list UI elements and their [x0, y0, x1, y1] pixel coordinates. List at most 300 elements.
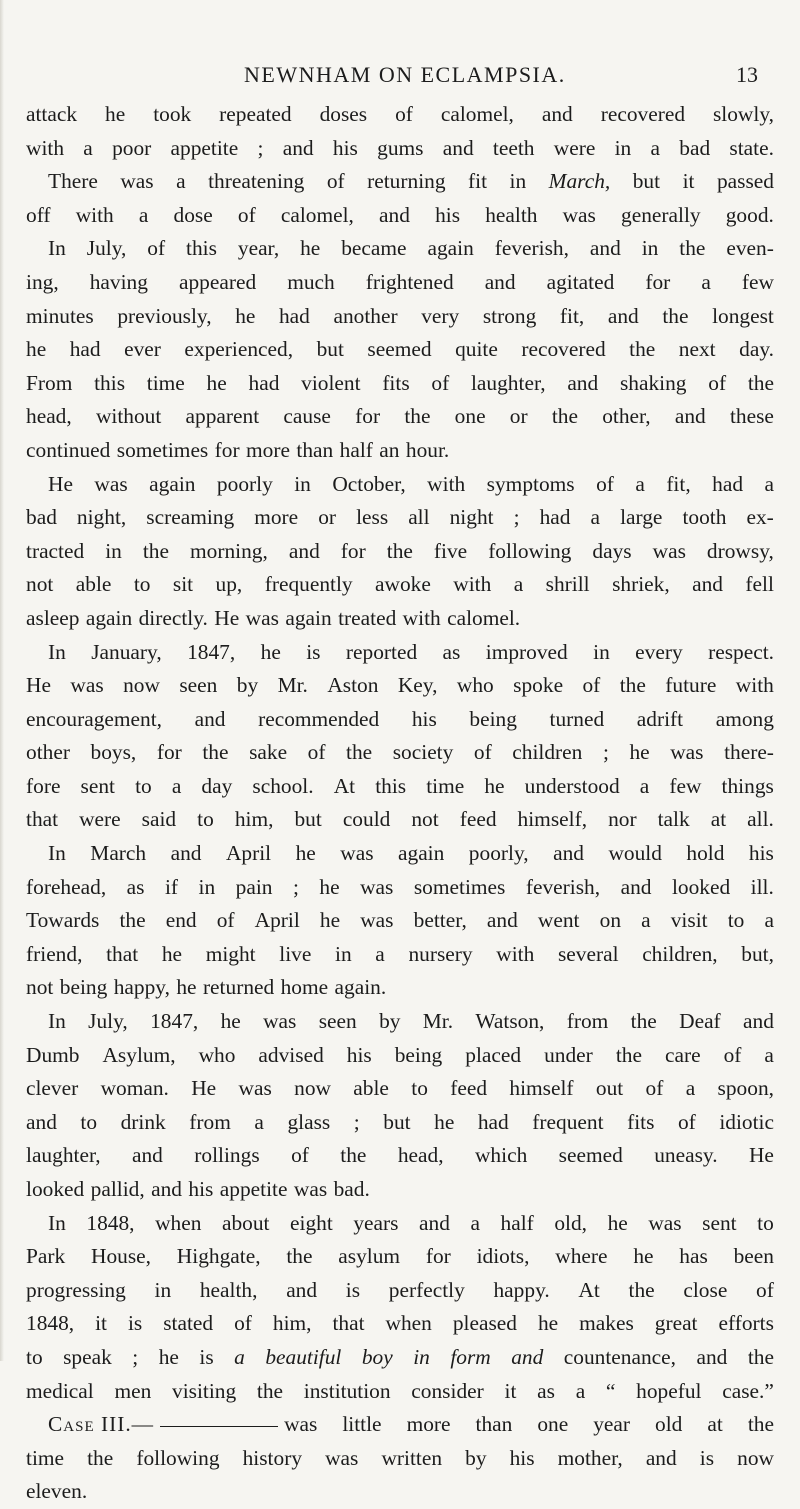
word: sake: [249, 740, 288, 765]
word: much: [287, 269, 335, 294]
word: year,: [237, 236, 280, 261]
word: by: [379, 1009, 401, 1034]
word: large: [620, 505, 663, 530]
word: he: [176, 975, 197, 1000]
word: he: [633, 1244, 654, 1269]
word: a: [171, 773, 182, 798]
word: future: [665, 673, 717, 698]
word: drowsy,: [706, 538, 774, 563]
word: is: [699, 1445, 715, 1470]
word: he: [220, 1009, 241, 1034]
word: time: [426, 773, 465, 798]
word: his: [509, 1445, 535, 1470]
word: ex-: [746, 505, 774, 530]
word: 1848,: [86, 1210, 135, 1235]
text-line: [26, 400, 774, 434]
word: the: [340, 1143, 367, 1168]
word: in: [413, 1344, 430, 1369]
word: Aston: [327, 673, 379, 698]
word: In: [48, 841, 66, 866]
word: and: [442, 135, 474, 160]
text-line: [26, 703, 774, 737]
word: There: [48, 169, 98, 194]
word: nor: [608, 807, 637, 832]
word: In: [48, 639, 66, 664]
word: eleven.: [26, 1479, 88, 1504]
word: the: [286, 1244, 313, 1269]
word: history: [242, 1445, 303, 1470]
word: feverish,: [494, 236, 569, 261]
word: nursery: [408, 941, 473, 966]
word: seemed: [367, 337, 432, 362]
word: seen: [179, 673, 218, 698]
word: again: [85, 605, 133, 630]
word: mother,: [557, 1445, 623, 1470]
word: the: [615, 1042, 642, 1067]
word: and: [511, 1344, 544, 1369]
word: and: [484, 269, 516, 294]
word: even-: [726, 236, 774, 261]
word: and: [288, 538, 320, 563]
word: He: [214, 605, 240, 630]
word: July,: [88, 1009, 128, 1034]
text-line: [26, 434, 774, 468]
word: again: [149, 471, 196, 496]
word: himself: [509, 1076, 574, 1101]
text-line: [26, 132, 774, 166]
word: reported: [345, 639, 418, 664]
word: a: [641, 908, 651, 933]
word: In: [48, 1009, 66, 1034]
word: half: [339, 437, 373, 462]
word: there-: [724, 740, 774, 765]
word: again: [285, 605, 332, 630]
word: his: [188, 1177, 214, 1201]
word: old,: [554, 1210, 588, 1235]
word: was: [284, 1412, 318, 1437]
word: care: [664, 1042, 701, 1067]
word: cause: [283, 404, 331, 429]
word: poorly,: [468, 841, 529, 866]
case-line-head: [48, 1408, 284, 1442]
word: glass: [287, 1109, 331, 1134]
word: is: [127, 1311, 143, 1336]
word: ;: [257, 135, 264, 160]
word: but: [383, 1109, 411, 1134]
word: again.: [334, 975, 387, 1000]
word: longest: [712, 303, 774, 328]
word: from: [566, 1009, 609, 1034]
word: that: [106, 941, 139, 966]
word: he: [537, 1311, 559, 1336]
word: live: [279, 941, 312, 966]
word: slowly,: [712, 102, 774, 126]
word: quite: [455, 337, 498, 362]
word: the: [619, 673, 646, 698]
word: tooth: [682, 505, 727, 530]
word: things: [721, 773, 774, 798]
word: a: [176, 169, 186, 194]
word: the: [630, 1009, 657, 1034]
word: again: [398, 841, 445, 866]
word: respect.: [708, 639, 774, 664]
word: of: [723, 1042, 742, 1067]
word: being: [469, 706, 517, 731]
word: than: [475, 1412, 513, 1437]
word: a: [764, 1042, 774, 1067]
word: passed: [716, 169, 774, 194]
word: had: [712, 471, 744, 496]
word: when: [155, 1210, 202, 1235]
word: among: [715, 706, 774, 731]
word: the: [142, 538, 169, 563]
word: half: [500, 1210, 534, 1235]
word: speak: [63, 1344, 112, 1369]
word: the: [747, 370, 774, 395]
word: From: [26, 370, 73, 395]
word: to: [133, 572, 151, 597]
word: with: [735, 673, 774, 698]
word: every: [635, 639, 683, 664]
word: school.: [252, 773, 314, 798]
word: and: [692, 572, 723, 597]
word: Mr.: [422, 1009, 454, 1034]
word: calomel,: [440, 102, 514, 126]
word: appetite: [219, 1177, 288, 1201]
word: beautiful: [265, 1344, 342, 1369]
word: his: [435, 202, 461, 227]
word: strong: [482, 303, 537, 328]
word: up,: [215, 572, 243, 597]
word: he: [434, 1109, 455, 1134]
word: state.: [729, 135, 774, 160]
word: January,: [91, 639, 162, 664]
word: recommended: [258, 706, 380, 731]
text-line: [26, 904, 774, 938]
word: efforts: [718, 1311, 774, 1336]
word: as: [537, 1378, 555, 1403]
word: a: [83, 135, 93, 160]
word: symptoms: [486, 471, 575, 496]
text-line: [26, 199, 774, 233]
word: year: [593, 1412, 631, 1437]
word: a: [575, 1378, 586, 1403]
word: fit,: [559, 303, 585, 328]
text-line: [26, 736, 774, 770]
word: the: [747, 1412, 774, 1437]
word: returning: [367, 169, 446, 194]
word: understood: [524, 773, 620, 798]
word: were: [79, 807, 121, 832]
word: day.: [739, 337, 774, 362]
word: appetite: [170, 135, 239, 160]
word: violent: [301, 370, 361, 395]
word: laughter,: [470, 370, 546, 395]
word: Asylum,: [102, 1042, 176, 1067]
word: fore: [26, 773, 61, 798]
word: following: [488, 538, 572, 563]
word: the: [202, 740, 229, 765]
text-line: [26, 266, 774, 300]
word: of: [473, 740, 492, 765]
word: has: [679, 1244, 708, 1269]
word: was: [652, 538, 686, 563]
word: is: [306, 639, 321, 664]
word: he: [295, 841, 316, 866]
text-line: [26, 1106, 774, 1140]
word: able: [353, 1076, 389, 1101]
word: him,: [272, 1311, 312, 1336]
word: little: [342, 1412, 382, 1437]
word: of: [237, 202, 256, 227]
word: He: [48, 471, 73, 496]
word: House,: [91, 1244, 152, 1269]
word: with: [402, 605, 441, 630]
word: and: [151, 1177, 182, 1201]
running-head: NEWNHAM ON ECLAMPSIA.: [244, 62, 566, 87]
text-line: [26, 1072, 774, 1106]
word: uneasy.: [654, 1143, 718, 1168]
word: eight: [290, 1210, 333, 1235]
word: Watson,: [475, 1009, 545, 1034]
word: shrill: [545, 572, 590, 597]
word: he: [300, 236, 321, 261]
word: society: [392, 740, 454, 765]
word: old: [655, 1412, 683, 1437]
word: rollings: [194, 1143, 260, 1168]
word: more: [246, 437, 290, 462]
word: as: [442, 639, 461, 664]
word: form: [450, 1344, 491, 1369]
text-line: [26, 837, 774, 871]
word: is: [345, 1277, 361, 1302]
word: where: [555, 1244, 608, 1269]
word: was: [325, 1445, 359, 1470]
word: Key,: [397, 673, 438, 698]
word: was: [120, 169, 154, 194]
word: was: [263, 1009, 297, 1034]
word: following: [136, 1445, 220, 1470]
word: agitated: [546, 269, 615, 294]
word: apparent: [185, 404, 260, 429]
word: boy: [361, 1344, 393, 1369]
word: visiting: [172, 1378, 237, 1403]
word: under: [544, 1042, 593, 1067]
word: as: [126, 874, 145, 899]
word: ;: [292, 874, 299, 899]
word: seen: [318, 1009, 357, 1034]
word: by: [465, 1445, 487, 1470]
word: fits: [627, 1109, 655, 1134]
text-line: [26, 367, 774, 401]
word: had: [69, 337, 101, 362]
word: it: [95, 1311, 107, 1336]
word: progressing: [26, 1277, 126, 1302]
word: other: [26, 740, 70, 765]
word: a: [513, 572, 524, 597]
word: had: [477, 1109, 509, 1134]
word: all.: [747, 807, 774, 832]
word: one: [537, 1412, 569, 1437]
word: was: [562, 202, 596, 227]
word: was: [340, 841, 374, 866]
word: but: [294, 807, 322, 832]
word: gums: [377, 135, 424, 160]
word: of: [645, 1076, 664, 1101]
text-line: [26, 300, 774, 334]
word: if: [164, 874, 179, 899]
word: the: [119, 908, 146, 933]
word: a: [764, 471, 774, 496]
word: shaking: [619, 370, 687, 395]
word: previously,: [117, 303, 212, 328]
word: an: [379, 437, 400, 462]
word: screaming: [146, 505, 235, 530]
word: in: [509, 169, 527, 194]
word: of: [326, 169, 345, 194]
word: in: [593, 639, 610, 664]
word: been: [733, 1244, 774, 1269]
word: time: [146, 370, 185, 395]
text-line: [26, 535, 774, 569]
word: idiots,: [476, 1244, 530, 1269]
word: fit,: [666, 471, 691, 496]
word: institution: [303, 1378, 391, 1403]
word: few: [741, 269, 774, 294]
word: to: [727, 908, 745, 933]
word: a: [635, 471, 645, 496]
word: in: [198, 874, 216, 899]
word: about: [221, 1210, 270, 1235]
word: ill.: [750, 874, 774, 899]
word: friend,: [26, 941, 83, 966]
word: he: [484, 773, 505, 798]
word: bad.: [333, 1177, 370, 1201]
word: and: [282, 135, 314, 160]
word: for: [214, 437, 240, 462]
word: days: [592, 538, 632, 563]
word: of: [395, 102, 413, 126]
text-line: [26, 1240, 774, 1274]
text-line: [26, 1408, 774, 1442]
word: hour.: [405, 437, 450, 462]
text-line: [26, 1375, 774, 1409]
word: countenance,: [563, 1344, 677, 1369]
word: and: [286, 1277, 318, 1302]
word: 1847,: [150, 1009, 199, 1034]
word: consider: [411, 1378, 484, 1403]
word: sometimes: [413, 874, 506, 899]
word: better,: [413, 908, 467, 933]
word: threatening: [208, 169, 305, 194]
word: he: [161, 941, 183, 966]
word: was: [670, 740, 704, 765]
word: at: [710, 807, 727, 832]
word: in: [641, 236, 659, 261]
word: to: [197, 807, 214, 832]
word: another: [333, 303, 398, 328]
word: close: [683, 1277, 728, 1302]
word: without: [95, 404, 162, 429]
word: or: [318, 505, 337, 530]
word: laughter,: [26, 1143, 101, 1168]
word: April: [254, 908, 300, 933]
word: who: [198, 1042, 236, 1067]
word: medical: [26, 1378, 94, 1403]
word: in: [614, 135, 632, 160]
word: of: [431, 370, 450, 395]
word: night,: [76, 505, 127, 530]
word: encouragement,: [26, 706, 162, 731]
text-line: [26, 871, 774, 905]
word: He: [26, 673, 51, 698]
word: Towards: [26, 908, 100, 933]
word: and: [541, 102, 573, 126]
word: that: [332, 1311, 365, 1336]
word: his: [411, 706, 437, 731]
word: tracted: [26, 538, 85, 563]
word: experienced,: [184, 337, 294, 362]
word: the: [346, 740, 373, 765]
word: for: [340, 538, 366, 563]
word: but: [316, 337, 344, 362]
text-line: [26, 602, 774, 636]
word: and: [567, 370, 599, 395]
word: years: [353, 1210, 399, 1235]
word: generally: [621, 202, 701, 227]
word: with: [496, 941, 535, 966]
word: feed: [450, 1076, 488, 1101]
word: shriek,: [612, 572, 670, 597]
word: calomel.: [447, 605, 521, 630]
word: of: [708, 370, 727, 395]
word: fell: [745, 572, 774, 597]
word: five: [433, 538, 468, 563]
word: April: [225, 841, 272, 866]
text-line: [26, 1442, 774, 1476]
word: perfectly: [388, 1277, 465, 1302]
word: now: [123, 673, 160, 698]
word: a: [639, 773, 650, 798]
word: by: [236, 673, 259, 698]
word: not: [26, 975, 54, 1000]
word: the: [629, 337, 656, 362]
word: improved: [485, 639, 568, 664]
word: of: [756, 1277, 774, 1302]
text-line: [26, 971, 774, 1005]
word: happy.: [493, 1277, 550, 1302]
word: very: [421, 303, 460, 328]
word: with: [26, 135, 65, 160]
word: teeth: [492, 135, 535, 160]
word: and: [194, 706, 226, 731]
text-line: [26, 501, 774, 535]
word: Dumb: [26, 1042, 80, 1067]
word: continued: [26, 437, 111, 462]
word: ;: [513, 505, 520, 530]
word: more: [406, 1412, 451, 1437]
text-line: [26, 1207, 774, 1241]
word: all: [408, 505, 430, 530]
word: at: [707, 1412, 723, 1437]
word: being: [59, 975, 108, 1000]
word: great: [654, 1311, 698, 1336]
word: recovered: [600, 102, 686, 126]
word: and: [553, 841, 584, 866]
word: and: [743, 1009, 774, 1034]
word: the: [87, 1445, 114, 1470]
word: repeated: [219, 102, 292, 126]
